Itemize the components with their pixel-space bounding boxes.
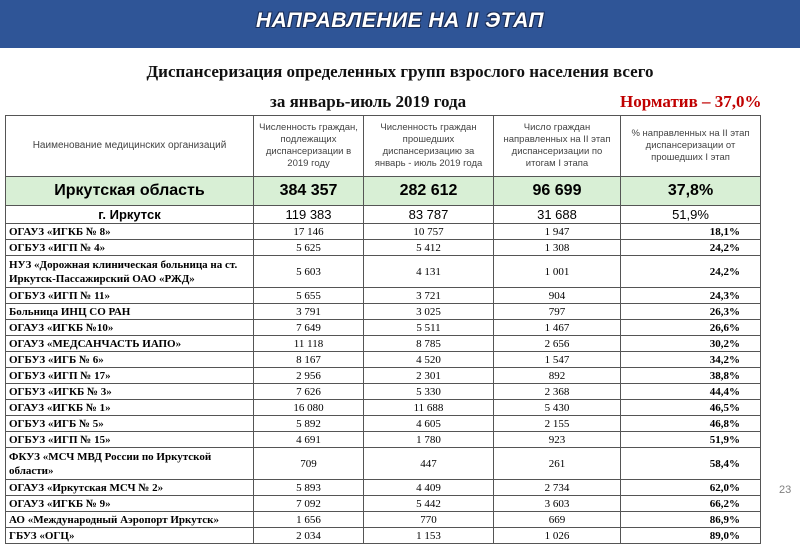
table-row [6,240,761,256]
subject-count-cell: 17 146 [254,224,364,240]
passed-count-cell: 11 688 [364,400,494,416]
subject-count-cell: 16 080 [254,400,364,416]
org-name-cell: Больница ИНЦ СО РАН [6,304,254,320]
percent-cell: 44,4% [621,384,761,400]
referred-count-cell: 904 [494,288,621,304]
referred-count-cell: 5 430 [494,400,621,416]
subject-count-cell: 1 656 [254,512,364,528]
region-subject: 384 357 [254,177,364,206]
region-percent: 37,8% [621,177,761,206]
percent-cell: 24,3% [621,288,761,304]
title-banner [0,0,800,48]
city-referred: 31 688 [494,206,621,224]
subject-count-cell: 5 625 [254,240,364,256]
subject-count-cell: 7 626 [254,384,364,400]
percent-cell: 24,2% [621,256,761,288]
page-title: НАПРАВЛЕНИЕ НА II ЭТАП [255,9,544,32]
passed-count-cell: 8 785 [364,336,494,352]
subject-count-cell: 4 691 [254,432,364,448]
table-row [6,256,761,288]
org-name-cell: АО «Международный Аэропорт Иркутск» [6,512,254,528]
region-passed: 282 612 [364,177,494,206]
org-name-cell: ОГБУЗ «ИГП № 11» [6,288,254,304]
column-header-referred: Число граждан направленных на II этап диспансеризации по итогам I этапа [494,116,621,177]
org-name-cell: ОГБУЗ «ИГБ № 5» [6,416,254,432]
passed-count-cell: 4 409 [364,480,494,496]
referred-count-cell: 923 [494,432,621,448]
passed-count-cell: 4 520 [364,352,494,368]
referred-count-cell: 892 [494,368,621,384]
percent-cell: 62,0% [621,480,761,496]
page-number: 23 [779,484,792,496]
subtitle-line-2: за январь-июль 2019 года [270,92,467,111]
percent-cell: 46,8% [621,416,761,432]
passed-count-cell: 5 442 [364,496,494,512]
org-name-cell: ОГБУЗ «ИГБ № 6» [6,352,254,368]
org-name-cell: ОГБУЗ «ИГП № 17» [6,368,254,384]
subject-count-cell: 5 892 [254,416,364,432]
passed-count-cell: 1 780 [364,432,494,448]
org-name-cell: ОГАУЗ «МЕДСАНЧАСТЬ ИАПО» [6,336,254,352]
subject-count-cell: 2 034 [254,528,364,544]
table-row [6,352,761,368]
city-total-row [6,206,761,224]
referred-count-cell: 2 368 [494,384,621,400]
org-name-cell: ОГБУЗ «ИГП № 15» [6,432,254,448]
subject-count-cell: 5 603 [254,256,364,288]
column-header-passed: Численность граждан прошедших диспансеризацию за январь - июль 2019 года [364,116,494,177]
org-name-cell: НУЗ «Дорожная клиническая больница на ст. Иркутск-Пассажирский ОАО «РЖД» [6,256,254,288]
passed-count-cell: 3 025 [364,304,494,320]
percent-cell: 46,5% [621,400,761,416]
city-name: г. Иркутск [6,206,254,224]
passed-count-cell: 3 721 [364,288,494,304]
percent-cell: 66,2% [621,496,761,512]
region-name: Иркутская область [6,177,254,206]
referred-count-cell: 1 947 [494,224,621,240]
referred-count-cell: 2 734 [494,480,621,496]
passed-count-cell: 4 131 [364,256,494,288]
subject-count-cell: 2 956 [254,368,364,384]
percent-cell: 30,2% [621,336,761,352]
org-name-cell: ОГАУЗ «ИГКБ № 9» [6,496,254,512]
table-row [6,528,761,544]
percent-cell: 89,0% [621,528,761,544]
table-row [6,448,761,480]
percent-cell: 34,2% [621,352,761,368]
percent-cell: 38,8% [621,368,761,384]
subject-count-cell: 8 167 [254,352,364,368]
table-row [6,224,761,240]
passed-count-cell: 1 153 [364,528,494,544]
subject-count-cell: 5 893 [254,480,364,496]
percent-cell: 86,9% [621,512,761,528]
table-row [6,512,761,528]
passed-count-cell: 770 [364,512,494,528]
passed-count-cell: 447 [364,448,494,480]
referred-count-cell: 1 547 [494,352,621,368]
percent-cell: 58,4% [621,448,761,480]
passed-count-cell: 10 757 [364,224,494,240]
passed-count-cell: 5 511 [364,320,494,336]
table-row [6,400,761,416]
subject-count-cell: 7 092 [254,496,364,512]
subject-count-cell: 7 649 [254,320,364,336]
referred-count-cell: 2 656 [494,336,621,352]
org-name-cell: ГБУЗ «ОГЦ» [6,528,254,544]
table-row [6,368,761,384]
passed-count-cell: 4 605 [364,416,494,432]
percent-cell: 51,9% [621,432,761,448]
column-header-percent: % направленных на II этап диспансеризации от прошедших I этап [621,116,761,177]
referred-count-cell: 1 467 [494,320,621,336]
referred-count-cell: 1 001 [494,256,621,288]
org-name-cell: ОГАУЗ «ИГКБ №10» [6,320,254,336]
subject-count-cell: 709 [254,448,364,480]
percent-cell: 24,2% [621,240,761,256]
table-row [6,288,761,304]
org-name-cell: ОГАУЗ «ИГКБ № 8» [6,224,254,240]
percent-cell: 26,3% [621,304,761,320]
percent-cell: 26,6% [621,320,761,336]
city-percent: 51,9% [621,206,761,224]
table-row [6,320,761,336]
referred-count-cell: 1 026 [494,528,621,544]
table-row [6,480,761,496]
referred-count-cell: 3 603 [494,496,621,512]
table-row [6,416,761,432]
table-header-row [6,116,761,177]
org-name-cell: ОГАУЗ «Иркутская МСЧ № 2» [6,480,254,496]
org-name-cell: ОГБУЗ «ИГП № 4» [6,240,254,256]
referred-count-cell: 669 [494,512,621,528]
passed-count-cell: 5 412 [364,240,494,256]
org-name-cell: ОГАУЗ «ИГКБ № 1» [6,400,254,416]
region-total-row [6,177,761,206]
referred-count-cell: 2 155 [494,416,621,432]
column-header-org: Наименование медицинских организаций [6,116,254,177]
subject-count-cell: 11 118 [254,336,364,352]
org-name-cell: ФКУЗ «МСЧ МВД России по Иркутской области» [6,448,254,480]
subject-count-cell: 3 791 [254,304,364,320]
referred-count-cell: 261 [494,448,621,480]
city-subject: 119 383 [254,206,364,224]
region-referred: 96 699 [494,177,621,206]
norm-label: Норматив – 37,0% [620,92,762,111]
table-row [6,384,761,400]
percent-cell: 18,1% [621,224,761,240]
table-row [6,336,761,352]
table-row [6,432,761,448]
subject-count-cell: 5 655 [254,288,364,304]
passed-count-cell: 5 330 [364,384,494,400]
passed-count-cell: 2 301 [364,368,494,384]
table-row [6,304,761,320]
dispensary-table [5,115,761,544]
referred-count-cell: 797 [494,304,621,320]
referred-count-cell: 1 308 [494,240,621,256]
org-name-cell: ОГБУЗ «ИГКБ № 3» [6,384,254,400]
city-passed: 83 787 [364,206,494,224]
table-row [6,496,761,512]
subtitle-line-1: Диспансеризация определенных групп взрослого населения всего [146,62,654,81]
column-header-subject: Численность граждан, подлежащих диспансеризации в 2019 году [254,116,364,177]
